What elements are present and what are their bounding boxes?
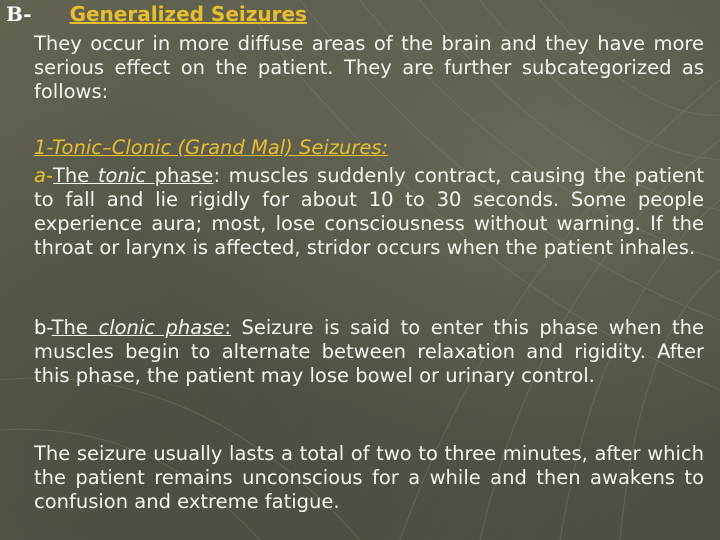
phase-b-label: b- [34,316,52,339]
tonic-name-suffix: phase [145,164,214,187]
section-title: Generalized Seizures [69,2,307,26]
tonic-phase-name [53,164,213,187]
clonic-phase-name [52,316,225,339]
clonic-name-italic: clonic phase [98,316,225,339]
clonic-name-prefix: The [51,316,99,339]
phase-a-label: a- [34,164,53,187]
section-letter: B- [6,2,32,26]
tonic-name-italic: tonic [97,164,146,187]
tonic-name-prefix: The [53,164,98,187]
intro-paragraph: They occur in more diffuse areas of the brain and they have more serious effect on the patient. They are further subcategorized as follows: [34,32,704,103]
closing-paragraph: The seizure usually lasts a total of two to three minutes, after which the patient remains unconscious for a while and then awakens to confusion and extreme fatigue. [34,442,704,513]
clonic-phase-text: Seizure is said to enter this phase when the muscles begin to alternate between relaxation and rigidity. After this phase, the patient may lose bowel or urinary control. [34,316,704,387]
tonic-phase-text: : muscles suddenly contract, causing the patient to fall and lie rigidly for about 10 to 30 seconds. Some people experience aura; most, lose consciousness without warning. If the throat or larynx is affected, stridor occurs when the patient inhales. [34,164,705,259]
tonic-phase-paragraph [34,164,704,260]
subheading: 1-Tonic–Clonic (Grand Mal) Seizures: [34,136,389,159]
clonic-phase-paragraph [34,316,704,388]
section-heading [6,2,307,26]
clonic-colon: : [224,316,231,339]
